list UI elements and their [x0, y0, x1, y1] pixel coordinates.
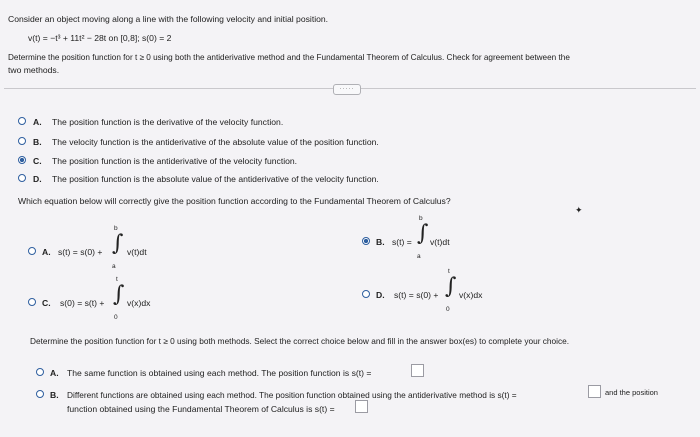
integral-sign-icon: ∫ — [417, 221, 429, 246]
q3-b-text-1a: Different functions are obtained using each method. The position function obtained using the antiderivative method is s(t) = — [67, 390, 517, 400]
upper-limit: b — [114, 225, 118, 232]
lower-limit: a — [112, 263, 116, 270]
q3-a-letter: A. — [50, 368, 59, 378]
q3-a-text: The same function is obtained using each method. The position function is s(t) = — [67, 368, 372, 378]
task-line-2: two methods. — [8, 65, 60, 75]
integral-c — [113, 276, 125, 321]
radio-q2-d[interactable] — [362, 290, 370, 298]
task-line-1: Determine the position function for t ≥ 0 using both the antiderivative method and the Fundamental Theorem of Calculus. Check for agreement between the — [8, 53, 570, 62]
upper-limit: t — [448, 268, 450, 275]
radio-q1-b[interactable] — [18, 137, 26, 145]
q3-b-text-1b: and the position — [605, 388, 658, 397]
radio-q1-a[interactable] — [18, 117, 26, 125]
q3-b-text-2: function obtained using the Fundamental Theorem of Calculus is s(t) = — [67, 404, 335, 414]
q1-c-text: The position function is the antiderivative of the velocity function. — [52, 156, 298, 166]
answer-box-b2[interactable] — [355, 400, 368, 413]
integral-d — [445, 268, 457, 313]
answer-box-b1[interactable] — [588, 385, 601, 398]
q2-d-integrand: v(x)dx — [459, 290, 483, 300]
q2-c-lhs: s(0) = s(t) + — [60, 298, 105, 308]
q2-a-integrand: v(t)dt — [127, 247, 147, 257]
q2-b-integrand: v(t)dt — [430, 237, 450, 247]
q1-a-text: The position function is the derivative of the velocity function. — [52, 117, 284, 127]
q2-c-integrand: v(x)dx — [127, 298, 151, 308]
more-button[interactable]: ····· — [333, 84, 361, 95]
q1-c-letter: C. — [33, 156, 42, 166]
radio-q1-d[interactable] — [18, 174, 26, 182]
answer-box-a[interactable] — [411, 364, 424, 377]
lower-limit: 0 — [114, 314, 118, 321]
q2-b-letter: B. — [376, 237, 385, 247]
lower-limit: a — [417, 253, 421, 260]
q1-a-letter: A. — [33, 117, 42, 127]
velocity-equation: v(t) = −t³ + 11t² − 28t on [0,8]; s(0) = 2 — [28, 33, 172, 43]
radio-q3-a[interactable] — [36, 368, 44, 376]
radio-q2-a[interactable] — [28, 247, 36, 255]
upper-limit: b — [419, 215, 423, 222]
q2-c-letter: C. — [42, 298, 51, 308]
q2-a-letter: A. — [42, 247, 51, 257]
q1-b-letter: B. — [33, 137, 42, 147]
integral-sign-icon: ∫ — [113, 282, 125, 307]
radio-q3-b[interactable] — [36, 390, 44, 398]
radio-q2-c[interactable] — [28, 298, 36, 306]
q1-d-letter: D. — [33, 174, 42, 184]
q1-d-text: The position function is the absolute value of the antiderivative of the velocity function. — [52, 174, 379, 184]
integral-a — [112, 225, 124, 270]
lower-limit: 0 — [446, 306, 450, 313]
q2-prompt: Which equation below will correctly give the position function according to the Fundamental Theorem of Calculus? — [18, 196, 451, 206]
radio-q1-c-selected[interactable] — [18, 156, 26, 164]
q2-b-lhs: s(t) = — [392, 237, 412, 247]
upper-limit: t — [116, 276, 118, 283]
problem-intro: Consider an object moving along a line with the following velocity and initial position. — [8, 14, 329, 24]
integral-b — [417, 215, 429, 260]
q3-prompt: Determine the position function for t ≥ 0 using both methods. Select the correct choice below and fill in the answer box(es) to complete your choice. — [30, 336, 570, 346]
integral-sign-icon: ∫ — [112, 231, 124, 256]
q1-b-text: The velocity function is the antiderivative of the absolute value of the position function. — [52, 137, 379, 147]
mouse-cursor-icon: ✦ — [575, 205, 583, 215]
radio-q2-b-selected[interactable] — [362, 237, 370, 245]
q2-d-lhs: s(t) = s(0) + — [394, 290, 439, 300]
q2-d-letter: D. — [376, 290, 385, 300]
integral-sign-icon: ∫ — [445, 274, 457, 299]
q2-a-lhs: s(t) = s(0) + — [58, 247, 103, 257]
q3-b-letter: B. — [50, 390, 59, 400]
